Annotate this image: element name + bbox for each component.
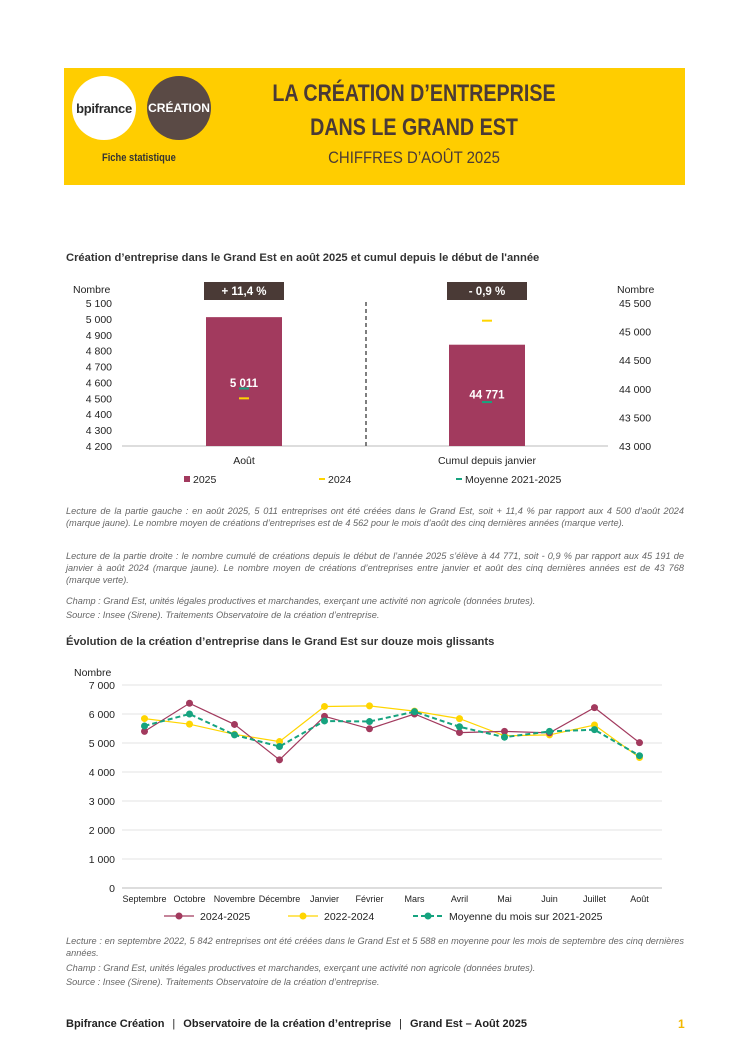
legend-label-2: Moyenne du mois sur 2021-2025 [449,911,603,923]
page-title-line2: DANS LE GRAND EST [310,114,518,141]
x-tick-label: Mars [404,894,425,904]
series-point-2 [456,723,463,730]
bar-chart-august [0,278,750,493]
legend-label-2024: 2024 [328,474,352,486]
series-point-0 [186,700,193,707]
series-point-2 [366,718,373,725]
y-tick-label: 2 000 [88,825,115,837]
x-tick-label: Décembre [258,894,301,904]
x-tick-label: Août [630,894,649,904]
left-tick-label: 5 000 [85,313,112,326]
page-number: 1 [678,1017,685,1031]
change-badge-label: - 0,9 % [468,286,506,298]
x-tick-label: Février [355,894,384,904]
x-tick-label: Juin [541,894,558,904]
y-tick-label: 5 000 [88,738,115,750]
left-tick-label: 4 500 [85,393,112,406]
left-tick-label: 4 300 [85,425,112,438]
x-tick-label: Janvier [309,894,340,904]
series-point-1 [456,715,463,722]
right-tick-label: 45 000 [619,326,652,339]
section1-note-right: Lecture de la partie droite : le nombre cumulé de créations depuis le début de l’année 2025 s’élève à 44 771, soit - 0,9 % par rapport aux 45 191 de janvier à août 2024 (marque jaune). Le nombre moyen de créations d’entreprises entre janvier et août des cinq dernières années est de 43 768 (marque verte). [66,551,684,586]
section2-note-lecture: Lecture : en septembre 2022, 5 842 entreprises ont été créées dans le Grand Est et 5 588 en moyenne pour les mois de septembre des cinq dernières années. [66,936,684,959]
footer-part3: Grand Est – Août 2025 [410,1018,527,1030]
series-point-1 [141,715,148,722]
section1-note-source: Source : Insee (Sirene). Traitements Observatoire de la création d’entreprise. [66,610,380,620]
series-point-2 [591,726,598,733]
legend-label-2025: 2025 [193,474,217,486]
legend-dot-2 [425,913,432,920]
left-tick-label: 4 700 [85,361,112,374]
category-label: Août [233,455,255,467]
series-point-2 [411,708,418,715]
series-point-2 [636,752,643,759]
footer-part1: Bpifrance Création [66,1018,165,1030]
y-tick-label: 1 000 [88,854,115,866]
legend-label-moyenne: Moyenne 2021-2025 [465,474,562,486]
bpifrance-logo-text: bpifrance [76,100,132,116]
x-tick-label: Octobre [173,894,206,904]
x-tick-label: Novembre [213,894,256,904]
series-point-1 [186,721,193,728]
series-point-0 [636,739,643,746]
series-point-2 [321,717,328,724]
series-point-0 [231,721,238,728]
footer-separator: | [399,1018,402,1030]
line-chart-twelve-months [0,660,750,930]
category-label: Cumul depuis janvier [437,455,537,467]
legend-dot-0 [176,913,183,920]
bar-value-label: 44 771 [469,389,505,402]
change-badge-label: + 11,4 % [221,286,267,298]
creation-logo-text: CRÉATION [148,101,210,115]
left-tick-label: 4 200 [85,441,112,453]
right-tick-label: 43 500 [619,412,652,425]
right-tick-label: 44 000 [619,383,652,396]
left-tick-label: 4 800 [85,345,112,358]
section2-note-source: Source : Insee (Sirene). Traitements Observatoire de la création d’entreprise. [66,977,380,987]
y-tick-label: 7 000 [88,680,115,692]
left-tick-label: 5 100 [85,298,112,310]
left-tick-label: 4 400 [85,409,112,422]
series-point-2 [141,722,148,729]
left-axis-title: Nombre [73,284,111,296]
y-axis-title: Nombre [74,667,112,679]
legend-swatch-2025 [184,476,190,482]
series-line-2 [145,712,640,756]
section1-note-champ: Champ : Grand Est, unités légales productives et marchandes, exerçant une activité non agricole (données brutes). [66,596,536,606]
series-point-2 [501,734,508,741]
right-tick-label: 43 000 [619,441,652,453]
x-tick-label: Avril [450,894,469,904]
x-tick-label: Mai [497,894,512,904]
footer [66,1018,527,1030]
x-tick-label: Septembre [122,894,167,904]
y-tick-label: 4 000 [88,767,115,779]
series-point-0 [276,756,283,763]
left-tick-label: 4 900 [85,329,112,342]
header-banner [64,68,685,185]
y-tick-label: 6 000 [88,709,115,721]
series-point-0 [591,704,598,711]
bpifrance-logo [72,76,136,140]
series-point-1 [321,703,328,710]
section2-title: Évolution de la création d’entreprise dans le Grand Est sur douze mois glissants [66,636,495,648]
y-tick-label: 0 [109,883,115,895]
footer-separator: | [172,1018,176,1030]
bar-value-label: 5 011 [229,378,259,391]
series-point-2 [546,728,553,735]
series-point-2 [231,731,238,738]
footer-part2: Observatoire de la création d’entreprise [183,1018,392,1030]
page-subtitle: CHIFFRES D’AOÛT 2025 [328,148,500,167]
page-title-line1: LA CRÉATION D’ENTREPRISE [272,80,556,107]
series-point-2 [186,711,193,718]
right-axis-title: Nombre [617,284,655,296]
section2-note-champ: Champ : Grand Est, unités légales productives et marchandes, exerçant une activité non agricole (données brutes). [66,963,536,973]
series-point-2 [276,743,283,750]
left-tick-label: 4 600 [85,377,112,390]
right-tick-label: 45 500 [619,298,652,310]
series-point-1 [366,702,373,709]
y-tick-label: 3 000 [88,796,115,808]
series-point-0 [366,725,373,732]
fiche-label: Fiche statistique [102,152,176,164]
right-tick-label: 44 500 [619,355,652,368]
legend-label-0: 2024-2025 [200,911,251,923]
legend-dot-1 [300,913,307,920]
x-tick-label: Juillet [582,894,607,904]
legend-label-1: 2022-2024 [324,911,375,923]
section1-title: Création d’entreprise dans le Grand Est en août 2025 et cumul depuis le début de l'année [66,252,540,264]
section1-note-left: Lecture de la partie gauche : en août 2025, 5 011 entreprises ont été créées dans le Grand Est, soit + 11,4 % par rapport aux 4 500 d’août 2024 (marque jaune). Le nombre moyen de créations d’entreprises est de 4 562 pour le mois d’août des cinq dernières années (marque verte). [66,506,684,529]
creation-logo [147,76,211,140]
